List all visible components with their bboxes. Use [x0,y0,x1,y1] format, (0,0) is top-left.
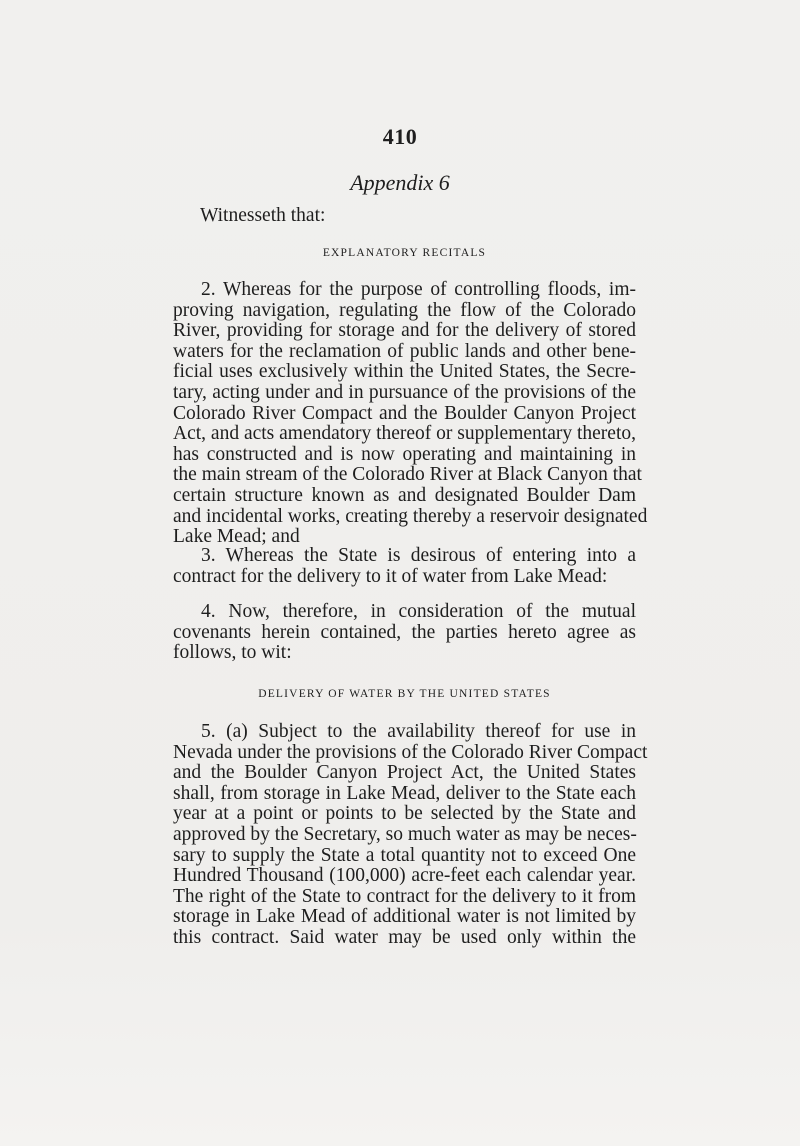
paragraph-line: proving navigation, regulating the flow of the Colorado [173,299,636,321]
section-heading-delivery-of-water: DELIVERY OF WATER BY THE UNITED STATES [258,688,551,700]
paragraph-line: 2. Whereas for the purpose of controlling floods, im- [201,279,636,300]
paragraph-line: and incidental works, creating thereby a reservoir designated [173,505,648,527]
paragraph-4 [173,602,636,664]
page-number: 410 [382,124,418,149]
intro-line: Witnesseth that: [200,205,326,226]
paragraph-line: Colorado River Compact and the Boulder Canyon Project [173,402,636,424]
paragraph-line: shall, from storage in Lake Mead, deliver to the State each [173,782,636,804]
paragraph-line: 5. (a) Subject to the availability thereof for use in [201,721,636,742]
paragraph-line: Hundred Thousand (100,000) acre-feet each calendar year. [173,865,636,887]
paragraph-3 [173,546,636,587]
paragraph-line: sary to supply the State a total quantity not to exceed One [173,844,636,866]
section-heading-explanatory-recitals: EXPLANATORY RECITALS [322,247,487,259]
paragraph-line: the main stream of the Colorado River at Black Canyon that [173,464,642,486]
paragraph-line: follows, to wit: [173,642,292,664]
paragraph-5 [173,721,648,949]
paragraph-line: approved by the Secretary, so much water as may be neces- [173,823,637,845]
paragraph-line: waters for the reclamation of public lands and other bene- [173,340,636,362]
paragraph-line: covenants herein contained, the parties hereto agree as [173,621,636,643]
paragraph-line: certain structure known as and designated Boulder Dam [173,484,636,506]
paragraph-line: The right of the State to contract for the delivery to it from [173,885,636,907]
paragraph-line: year at a point or points to be selected by the State and [173,803,636,825]
paragraph-line: ficial uses exclusively within the United States, the Secre- [173,361,636,383]
paragraph-line: storage in Lake Mead of additional water is not limited by [173,906,636,928]
appendix-title: Appendix 6 [350,170,450,195]
paragraph-line: has constructed and is now operating and maintaining in [173,443,636,465]
paragraph-line: Act, and acts amendatory thereof or supplementary thereto, [173,423,636,445]
paragraph-line: 4. Now, therefore, in consideration of the mutual [201,601,636,622]
paragraph-line: and the Boulder Canyon Project Act, the United States [173,762,636,784]
paragraph-line: Lake Mead; and [173,526,300,548]
paragraph-line: this contract. Said water may be used only within the [173,926,636,948]
paragraph-2 [173,279,648,548]
paragraph-line: tary, acting under and in pursuance of the provisions of the [173,381,636,403]
paragraph-line: River, providing for storage and for the delivery of stored [173,320,636,342]
paragraph-line: 3. Whereas the State is desirous of entering into a [201,545,636,566]
paragraph-line: contract for the delivery to it of water from Lake Mead: [173,565,608,587]
paragraph-line: Nevada under the provisions of the Colorado River Compact [173,741,648,763]
